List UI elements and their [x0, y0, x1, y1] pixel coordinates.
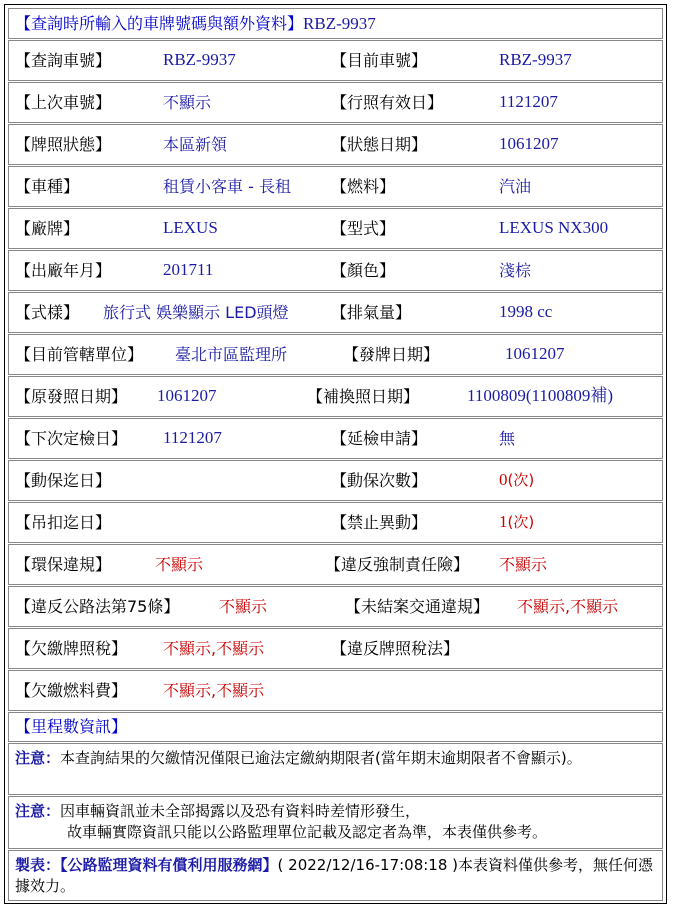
row-mortgage	[8, 460, 663, 501]
label-model: 【型式】	[331, 219, 396, 238]
value-inspection-delay: 無	[499, 429, 516, 448]
mileage-info-label: 【里程數資訊】	[15, 717, 128, 736]
value-vehicle-type: 租賃小客車 - 長租	[163, 177, 291, 196]
label-current-plate: 【目前車號】	[331, 51, 428, 70]
row-fuel-fee	[8, 670, 663, 711]
value-issue-date: 1061207	[505, 344, 565, 363]
value-reissue-date: 1100809(1100809補)	[467, 386, 614, 405]
label-reissue-date: 【補換照日期】	[307, 387, 420, 406]
row-next-inspection	[8, 418, 663, 459]
mortgage-count-number: 0	[499, 470, 508, 489]
label-license-tax: 【欠繳牌照稅】	[15, 639, 128, 658]
value-highway-law: 不顯示	[219, 597, 268, 616]
label-fuel: 【燃料】	[331, 177, 396, 196]
label-inspection-delay: 【延檢申請】	[331, 429, 428, 448]
row-mileage	[8, 712, 663, 742]
value-style: 旅行式 娛樂顯示 LED頭燈	[103, 303, 289, 322]
note-3	[8, 850, 663, 901]
value-manufacture-date: 201711	[163, 260, 214, 279]
value-license-tax: 不顯示,不顯示	[163, 639, 265, 658]
label-transfer-ban: 【禁止異動】	[331, 513, 428, 532]
row-env-violation	[8, 544, 663, 585]
row-brand	[8, 208, 663, 249]
vehicle-info-table	[4, 4, 667, 904]
row-license-tax	[8, 628, 663, 669]
label-insurance-violation: 【違反強制責任險】	[325, 555, 470, 574]
value-fuel-fee: 不顯示,不顯示	[163, 681, 265, 700]
value-original-issue: 1061207	[157, 386, 217, 405]
label-style: 【式樣】	[15, 303, 80, 322]
label-fuel-fee: 【欠繳燃料費】	[15, 681, 128, 700]
label-mortgage-end: 【動保迄日】	[15, 471, 112, 490]
value-query-plate: RBZ-9937	[163, 50, 236, 69]
value-fuel: 汽油	[499, 177, 532, 196]
label-manufacture-date: 【出廠年月】	[15, 261, 112, 280]
note-2-line-2: 故車輛實際資訊只能以公路監理單位記載及認定者為準，本表僅供參考。	[67, 823, 548, 841]
row-style	[8, 292, 663, 333]
value-status-date: 1061207	[499, 134, 559, 153]
label-env-violation: 【環保違規】	[15, 555, 112, 574]
label-query-plate: 【查詢車號】	[15, 51, 112, 70]
query-header-value: RBZ-9937	[303, 14, 376, 33]
query-header-row	[8, 8, 663, 39]
note-3-label: 製表：	[15, 856, 61, 874]
value-next-inspection: 1121207	[163, 428, 222, 447]
label-next-inspection: 【下次定檢日】	[15, 429, 128, 448]
label-status-date: 【狀態日期】	[331, 135, 428, 154]
label-traffic-violation: 【未結案交通違規】	[345, 597, 490, 616]
note-3-time: ( 2022/12/16-17:08:18 )	[277, 856, 459, 874]
note-2	[8, 796, 663, 849]
value-insurance-violation: 不顯示	[499, 555, 548, 574]
note-2-label: 注意：	[15, 802, 61, 820]
row-vehicle-type	[8, 166, 663, 207]
label-color: 【顏色】	[331, 261, 396, 280]
label-vehicle-type: 【車種】	[15, 177, 80, 196]
value-plate-status: 本區新領	[163, 135, 228, 154]
value-mortgage-count	[499, 470, 534, 490]
note-2-line-1: 因車輛資訊並未全部揭露以及恐有資料時差情形發生，	[60, 802, 421, 820]
label-mortgage-count: 【動保次數】	[331, 471, 428, 490]
value-current-plate: RBZ-9937	[499, 50, 572, 69]
value-brand: LEXUS	[163, 218, 218, 237]
note-3-service: 【公路監理資料有償利用服務網】	[60, 856, 278, 874]
row-prev-plate	[8, 82, 663, 123]
transfer-ban-unit: (次)	[507, 513, 535, 531]
label-issue-date: 【發牌日期】	[343, 345, 440, 364]
mortgage-count-unit: (次)	[507, 471, 535, 489]
row-jurisdiction	[8, 334, 663, 375]
label-plate-status: 【牌照狀態】	[15, 135, 112, 154]
transfer-ban-number: 1	[499, 512, 508, 531]
note-3-text: 本表資料僅供參考，無任何憑據效力。	[15, 856, 654, 895]
row-highway-law	[8, 586, 663, 627]
note-1-text: 本查詢結果的欠繳情況僅限已逾法定繳納期限者(當年期末逾期限者不會顯示)。	[60, 749, 582, 767]
value-model: LEXUS NX300	[499, 218, 609, 237]
value-transfer-ban	[499, 512, 534, 532]
row-suspension	[8, 502, 663, 543]
label-prev-plate: 【上次車號】	[15, 93, 112, 112]
label-original-issue: 【原發照日期】	[15, 387, 128, 406]
note-1	[8, 743, 663, 795]
row-original-issue	[8, 376, 663, 417]
value-displacement: 1998 cc	[499, 302, 553, 321]
label-jurisdiction: 【目前管轄單位】	[15, 345, 144, 364]
label-license-expiry: 【行照有效日】	[331, 93, 444, 112]
value-color: 淺棕	[499, 261, 532, 280]
label-brand: 【廠牌】	[15, 219, 80, 238]
query-header-label: 【查詢時所輸入的車牌號碼與額外資料】	[15, 14, 304, 33]
row-plate	[8, 40, 663, 81]
value-env-violation: 不顯示	[155, 555, 204, 574]
label-license-tax-law: 【違反牌照稅法】	[331, 639, 460, 658]
label-displacement: 【排氣量】	[331, 303, 412, 322]
value-jurisdiction: 臺北市區監理所	[175, 345, 288, 364]
note-1-label: 注意：	[15, 749, 61, 767]
row-manufacture-date	[8, 250, 663, 291]
label-suspension-end: 【吊扣迄日】	[15, 513, 112, 532]
row-plate-status	[8, 124, 663, 165]
value-prev-plate: 不顯示	[163, 93, 212, 112]
label-highway-law: 【違反公路法第75條】	[15, 597, 180, 616]
value-license-expiry: 1121207	[499, 92, 558, 111]
value-traffic-violation: 不顯示,不顯示	[517, 597, 619, 616]
